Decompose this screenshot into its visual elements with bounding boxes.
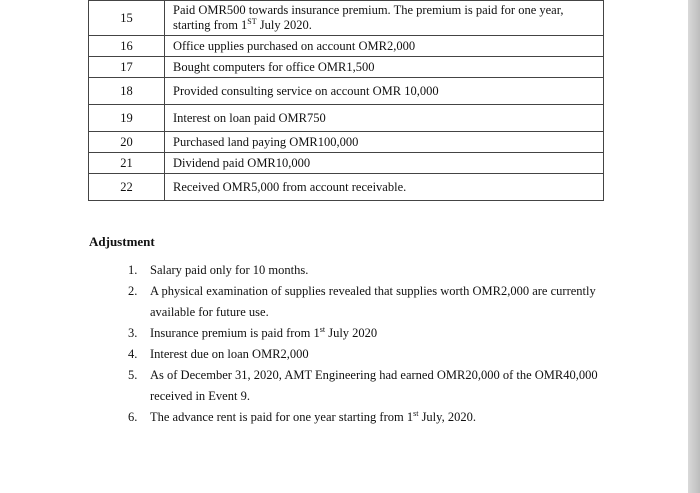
event-description	[165, 1, 604, 36]
event-number: 21	[89, 153, 165, 174]
event-description: Office upplies purchased on account OMR2,000	[165, 36, 604, 57]
superscript: ST	[247, 16, 257, 26]
page-edge-shadow	[688, 0, 700, 493]
list-text-part: The advance rent is paid for one year starting from 1	[150, 410, 414, 424]
list-number: 4.	[128, 347, 138, 361]
list-item	[128, 260, 618, 281]
table-row	[89, 57, 604, 78]
list-text-line1: A physical examination of supplies revealed that supplies worth OMR2,000 are currently	[150, 284, 596, 298]
list-item	[128, 344, 618, 365]
list-item	[128, 407, 618, 428]
table-row	[89, 174, 604, 201]
event-number: 20	[89, 132, 165, 153]
list-text: Salary paid only for 10 months.	[150, 263, 309, 277]
event-description: Received OMR5,000 from account receivable.	[165, 174, 604, 201]
list-number: 6.	[128, 410, 138, 424]
table-row	[89, 153, 604, 174]
event-number: 16	[89, 36, 165, 57]
list-text	[150, 410, 476, 424]
list-text: Interest due on loan OMR2,000	[150, 347, 309, 361]
adjustment-list	[128, 260, 618, 428]
event-description: Bought computers for office OMR1,500	[165, 57, 604, 78]
event-description-line1: Paid OMR500 towards insurance premium. The premium is paid for one year,	[173, 3, 564, 17]
list-number: 5.	[128, 368, 138, 382]
event-description: Interest on loan paid OMR750	[165, 105, 604, 132]
table-row	[89, 105, 604, 132]
superscript: st	[319, 324, 326, 334]
event-description: Provided consulting service on account OMR 10,000	[165, 78, 604, 105]
event-number: 19	[89, 105, 165, 132]
list-item	[128, 323, 618, 344]
list-text	[150, 326, 377, 340]
list-number: 3.	[128, 326, 138, 340]
list-item	[128, 281, 618, 323]
event-description: Purchased land paying OMR100,000	[165, 132, 604, 153]
events-table	[88, 0, 604, 201]
superscript: st	[413, 408, 419, 418]
adjustment-heading: Adjustment	[89, 234, 155, 249]
table-row	[89, 132, 604, 153]
event-description: Dividend paid OMR10,000	[165, 153, 604, 174]
list-text-line2: available for future use.	[150, 305, 269, 319]
event-number: 18	[89, 78, 165, 105]
list-number: 2.	[128, 284, 138, 298]
list-number: 1.	[128, 263, 138, 277]
list-text-part: July, 2020.	[418, 410, 476, 424]
event-number: 22	[89, 174, 165, 201]
table-row	[89, 36, 604, 57]
list-text-part: July 2020	[325, 326, 378, 340]
event-text-part: July 2020.	[256, 18, 312, 32]
table-row	[89, 1, 604, 36]
event-number: 15	[89, 1, 165, 36]
list-text-part: Insurance premium is paid from 1	[150, 326, 320, 340]
table-row	[89, 78, 604, 105]
event-description-line2	[173, 18, 597, 33]
list-text-line2: received in Event 9.	[150, 389, 250, 403]
list-text-line1: As of December 31, 2020, AMT Engineering had earned OMR20,000 of the OMR40,000	[150, 368, 598, 382]
event-text-part: starting from 1	[173, 18, 248, 32]
event-number: 17	[89, 57, 165, 78]
list-item	[128, 365, 618, 407]
